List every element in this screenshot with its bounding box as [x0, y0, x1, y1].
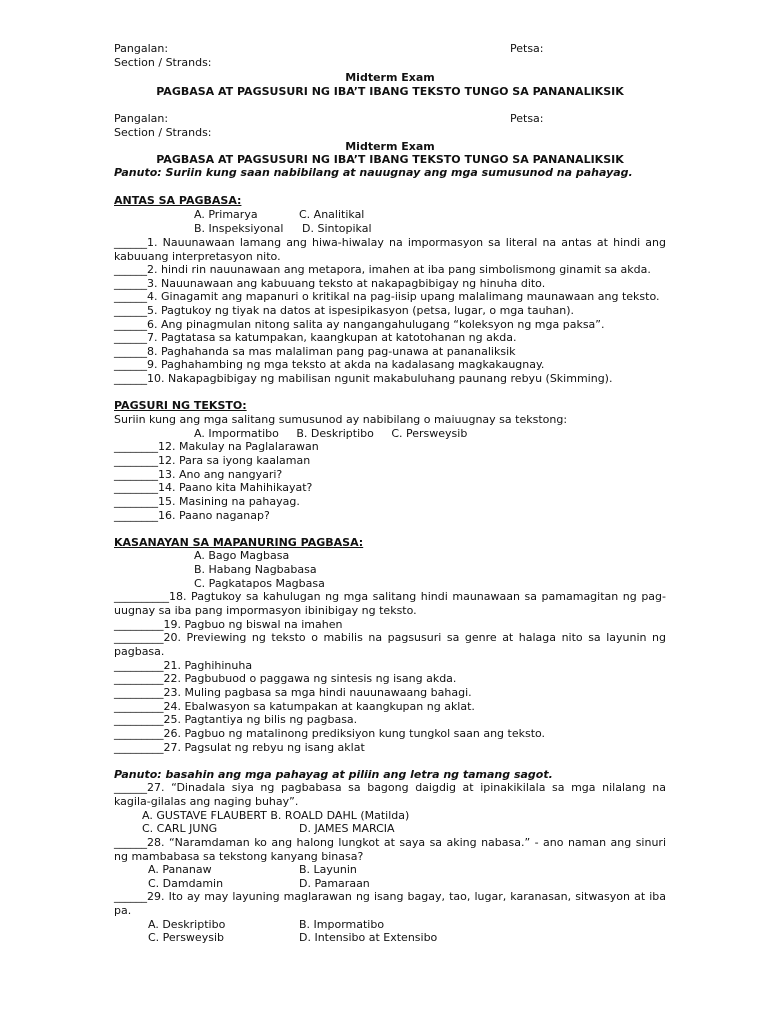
subject-title: PAGBASA AT PAGSUSURI NG IBA’T IBANG TEKSTO TUNGO SA PANANALIKSIK: [156, 85, 624, 98]
question-item: ______6. Ang pinagmulan nitong salita ay nangangahulugang “koleksyon ng mga paksa”.: [114, 318, 605, 331]
choice-d: D. Intensibo at Extensibo: [299, 931, 438, 944]
name-label: Pangalan:: [114, 112, 169, 125]
question-item: _________21. Paghihinuha: [114, 659, 253, 672]
choice-row: A. GUSTAVE FLAUBERT B. ROALD DAHL (Matilda): [142, 809, 410, 822]
question-item: ______7. Pagtatasa sa katumpakan, kaangkupan at katotohanan ng akda.: [114, 331, 517, 344]
question-item: _________25. Pagtantiya ng bilis ng pagbasa.: [114, 713, 358, 726]
section-label: Section / Strands:: [114, 126, 212, 139]
exam-title: Midterm Exam: [345, 71, 435, 84]
choice-b: B. Inspeksiyonal: [194, 222, 284, 235]
choice-b: B. Impormatibo: [299, 918, 385, 931]
question-item: ______3. Nauunawaan ang kabuuang teksto at nakapagbibigay ng hinuha dito.: [114, 277, 546, 290]
question-item: _________20. Previewing ng teksto o mabilis na pagsusuri sa genre at halaga nito sa layunin ng pagbasa.: [114, 631, 666, 658]
instruction: Panuto: basahin ang mga pahayag at piliin ang letra ng tamang sagot.: [114, 768, 553, 781]
choice-c: C. Persweysib: [148, 931, 224, 944]
question-item: ______29. Ito ay may layuning maglarawan ng isang bagay, tao, lugar, karanasan, sitwasyon at iba pa.: [114, 890, 666, 917]
choice-d: D. Pamaraan: [299, 877, 370, 890]
choice-item: A. Bago Magbasa: [194, 549, 290, 562]
choice-d: D. Sintopikal: [302, 222, 372, 235]
question-item: ________15. Masining na pahayag.: [114, 495, 300, 508]
date-label: Petsa:: [510, 42, 544, 55]
question-item: ______4. Ginagamit ang mapanuri o kritikal na pag-iisip upang malalimang maunawaan ang teksto.: [114, 290, 660, 303]
choice-a: A. Primarya: [194, 208, 258, 221]
subject-title: PAGBASA AT PAGSUSURI NG IBA’T IBANG TEKSTO TUNGO SA PANANALIKSIK: [156, 153, 624, 166]
question-item: _________19. Pagbuo ng biswal na imahen: [114, 618, 343, 631]
question-item: ______27. “Dinadala siya ng pagbabasa sa bagong daigdig at ipinakikilala sa mga nilalang na kagila-gilalas ang naging buhay”.: [114, 781, 666, 808]
exam-title: Midterm Exam: [345, 140, 435, 153]
question-item: __________18. Pagtukoy sa kahulugan ng mga salitang hindi maunawaan sa pamamagitan ng pag-uugnay sa iba pang impormasyon ibinibigay ng teksto.: [114, 590, 666, 617]
question-item: ________12. Para sa iyong kaalaman: [114, 454, 311, 467]
choice-a: A. Deskriptibo: [148, 918, 226, 931]
question-item: ________13. Ano ang nangyari?: [114, 468, 283, 481]
question-item: ________16. Paano naganap?: [114, 509, 270, 522]
instruction: Panuto: Suriin kung saan nabibilang at nauugnay ang mga sumusunod na pahayag.: [114, 166, 633, 179]
question-item: ________12. Makulay na Paglalarawan: [114, 440, 319, 453]
date-label: Petsa:: [510, 112, 544, 125]
question-item: ________14. Paano kita Mahihikayat?: [114, 481, 313, 494]
choice-c: C. Analitikal: [299, 208, 365, 221]
question-item: ______2. hindi rin nauunawaan ang metapora, imahen at iba pang simbolismong ginamit sa akda.: [114, 263, 651, 276]
section-label: Section / Strands:: [114, 56, 212, 69]
question-item: _________22. Pagbubuod o paggawa ng sintesis ng isang akda.: [114, 672, 457, 685]
question-item: ______9. Paghahambing ng mga teksto at akda na kadalasang magkakaugnay.: [114, 358, 545, 371]
section-heading: ANTAS SA PAGBASA:: [114, 194, 242, 207]
question-item: ______10. Nakapagbibigay ng mabilisan ngunit makabuluhang paunang rebyu (Skimming).: [114, 372, 613, 385]
section-heading: KASANAYAN SA MAPANURING PAGBASA:: [114, 536, 364, 549]
question-item: _________24. Ebalwasyon sa katumpakan at kaangkupan ng aklat.: [114, 700, 475, 713]
question-item: ______1. Nauunawaan lamang ang hiwa-hiwalay na impormasyon sa literal na antas at hindi ang kabuuang interpretasyon nito.: [114, 236, 666, 263]
choice-d: D. JAMES MARCIA: [299, 822, 395, 835]
question-item: ______28. “Naramdaman ko ang halong lungkot at saya sa aking nabasa.” - ano naman ang sinuri ng mambabasa sa tekstong kanyang binasa?: [114, 836, 666, 863]
choice-c: C. CARL JUNG: [142, 822, 218, 835]
question-item: _________23. Muling pagbasa sa mga hindi nauunawaang bahagi.: [114, 686, 472, 699]
choice-item: C. Pagkatapos Magbasa: [194, 577, 325, 590]
question-item: _________27. Pagsulat ng rebyu ng isang aklat: [114, 741, 365, 754]
section-instruction: Suriin kung ang mga salitang sumusunod ay nabibilang o maiuugnay sa tekstong:: [114, 413, 568, 426]
question-item: ______8. Paghahanda sa mas malaliman pang pag-unawa at pananaliksik: [114, 345, 516, 358]
choice-a: A. Pananaw: [148, 863, 212, 876]
question-item: ______5. Pagtukoy ng tiyak na datos at ispesipikasyon (petsa, lugar, o mga tauhan).: [114, 304, 575, 317]
question-item: _________26. Pagbuo ng matalinong prediksiyon kung tungkol saan ang teksto.: [114, 727, 546, 740]
name-label: Pangalan:: [114, 42, 169, 55]
choice-item: B. Habang Nagbabasa: [194, 563, 317, 576]
choice-c: C. Damdamin: [148, 877, 224, 890]
choice-b: B. Layunin: [299, 863, 357, 876]
choices-row: A. Impormatibo B. Deskriptibo C. Persweysib: [194, 427, 468, 440]
section-heading: PAGSURI NG TEKSTO:: [114, 399, 247, 412]
